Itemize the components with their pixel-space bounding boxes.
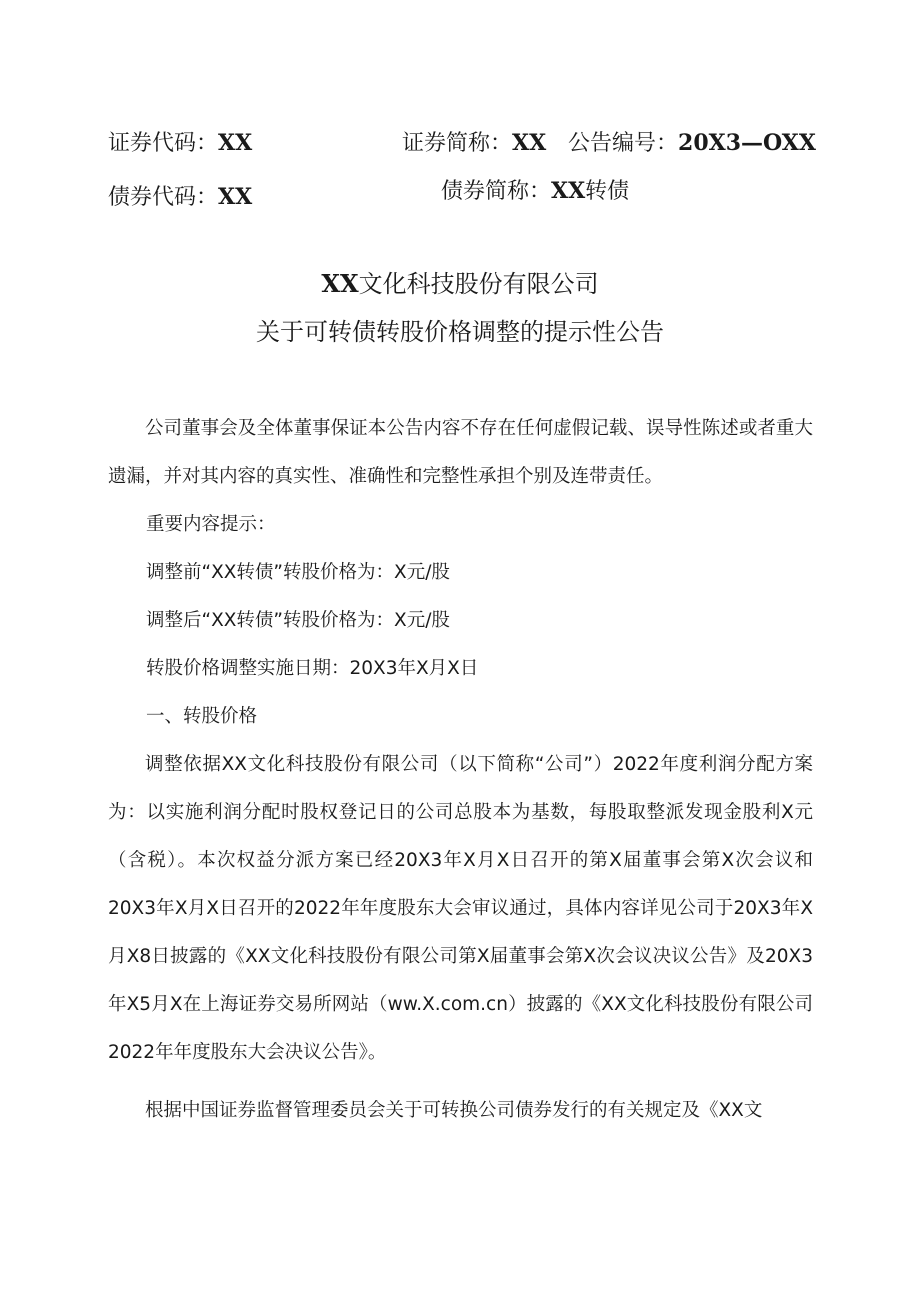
- bond-name-label: 债券简称：: [441, 179, 552, 204]
- title-line-2: 关于可转债转股价格调整的提示性公告: [256, 318, 664, 346]
- section-paragraph-2: 根据中国证券监督管理委员会关于可转换公司债券发行的有关规定及《XX文: [145, 1100, 763, 1121]
- stock-name: [402, 128, 546, 159]
- stock-code-value: XX: [218, 130, 253, 156]
- section-heading: 一、转股价格: [146, 706, 258, 727]
- bond-code: [108, 182, 252, 213]
- section-paragraph: 调整依据XX文化科技股份有限公司（以下简称“公司”）2022年度利润分配方案为：以实施利润分配时股权登记日的公司总股本为基数，每股取整派发现金股利X元（含税）。本次权益分派方案已经20X3年X月X日召开的第X届董事会第X次会议和20X3年X月X日召开的2022年年度股东大会审议通过，具体内容详见公司于20X3年X月X8日披露的《XX文化科技股份有限公司第X届董事会第X次会议决议公告》及20X3年X5月X在上海证券交易所网站（ww.X.com.cn）披露的《XX文化科技股份有限公司2022年年度股东大会决议公告》。: [108, 754, 813, 1063]
- notice-number-value: 20X3—OXX: [678, 130, 816, 156]
- stock-code: [108, 128, 252, 159]
- notice-number-label: 公告编号：: [568, 131, 679, 156]
- bond-name-value-bold: XX: [551, 178, 586, 204]
- title-company-name: 文化科技股份有限公司: [358, 270, 599, 298]
- title-company-code: XX: [321, 269, 359, 298]
- price-before: 调整前“XX转债”转股价格为：X元/股: [146, 562, 450, 583]
- stock-code-label: 证券代码：: [108, 131, 219, 156]
- bond-code-value: XX: [218, 184, 253, 210]
- bond-name-value-rest: 转债: [585, 179, 630, 204]
- bond-name: [441, 176, 629, 207]
- document-body: [108, 405, 813, 1135]
- notice-number: [568, 128, 816, 159]
- bond-code-label: 债券代码：: [108, 185, 219, 210]
- price-after: 调整后“XX转债”转股价格为：X元/股: [146, 610, 450, 631]
- stock-name-label: 证券简称：: [402, 131, 513, 156]
- stock-name-value: XX: [512, 130, 547, 156]
- key-tips-heading: 重要内容提示：: [146, 514, 276, 535]
- effective-date: 转股价格调整实施日期：20X3年X月X日: [146, 658, 479, 679]
- board-statement: 公司董事会及全体董事保证本公告内容不存在任何虚假记载、误导性陈述或者重大遗漏，并对其内容的真实性、准确性和完整性承担个别及连带责任。: [108, 418, 813, 487]
- title-line-1: [0, 268, 920, 300]
